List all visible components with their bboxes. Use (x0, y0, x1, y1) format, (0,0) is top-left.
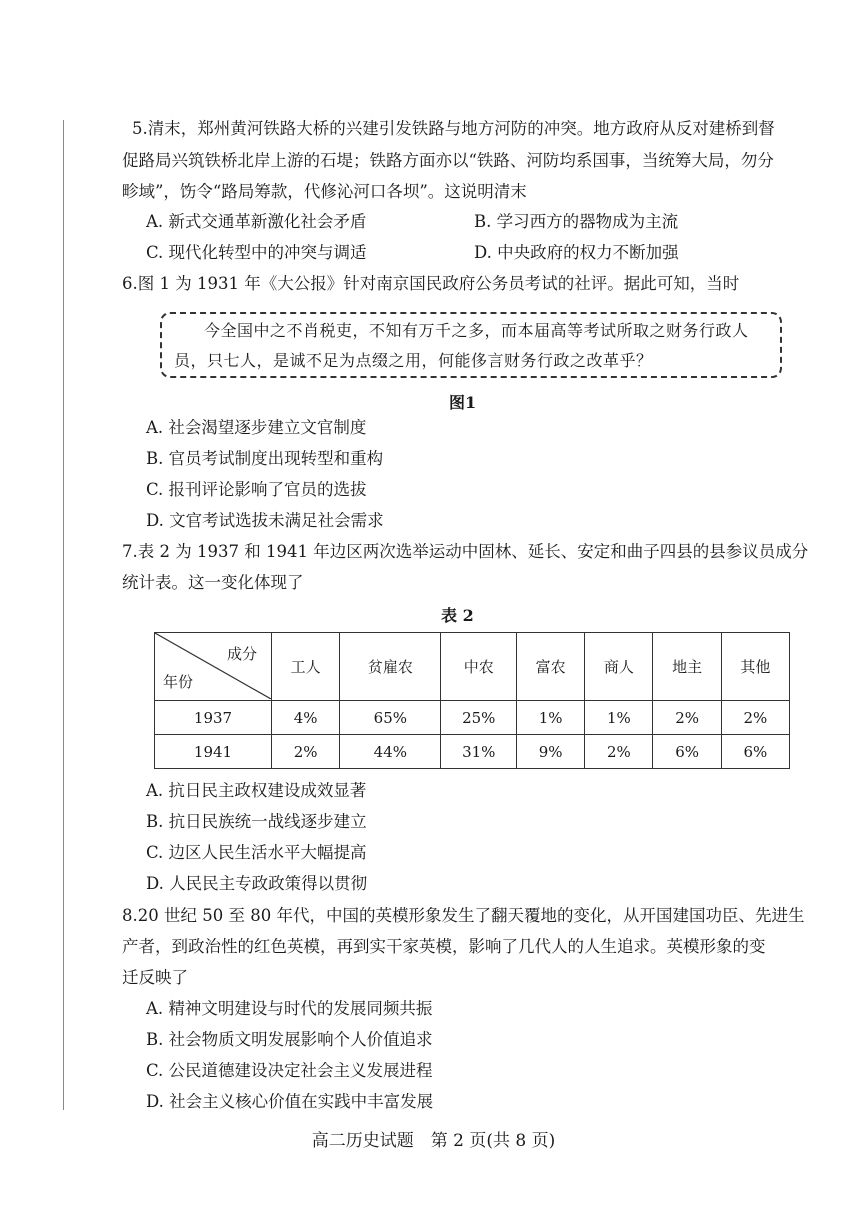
header-cell: 工人 (272, 633, 340, 701)
table-cell: 2% (653, 701, 721, 735)
q8-option-a[interactable]: A. 精神文明建设与时代的发展同频共振 (146, 999, 433, 1018)
q8-option-c[interactable]: C. 公民道德建设决定社会主义发展进程 (146, 1061, 433, 1080)
corner-label-composition: 成分 (226, 645, 257, 663)
table-cell: 1% (585, 701, 653, 735)
q6-option-b[interactable]: B. 官员考试制度出现转型和重构 (146, 449, 384, 468)
q5-stem-line-3: 畛域”，饬令“路局筹款，代修沁河口各坝”。这说明清末 (122, 182, 527, 201)
header-cell: 贫雇农 (340, 633, 441, 701)
q6-stem: 6.图 1 为 1931 年《大公报》针对南京国民政府公务员考试的社评。据此可知，当时 (122, 274, 740, 293)
q8-option-d[interactable]: D. 社会主义核心价值在实践中丰富发展 (146, 1092, 434, 1111)
q5-option-d[interactable]: D. 中央政府的权力不断加强 (474, 243, 679, 262)
q7-option-d[interactable]: D. 人民民主专政政策得以贯彻 (146, 874, 368, 893)
table-cell: 6% (721, 735, 789, 769)
header-cell: 中农 (441, 633, 517, 701)
q7-stem-line-1: 7.表 2 为 1937 和 1941 年边区两次选举运动中固林、延长、安定和曲子四县的县参议员成分 (122, 542, 809, 561)
q5-stem-line-1: 5.清末，郑州黄河铁路大桥的兴建引发铁路与地方河防的冲突。地方政府从反对建桥到督 (132, 119, 775, 138)
q6-option-d[interactable]: D. 文官考试选拔未满足社会需求 (146, 511, 384, 530)
table-cell: 2% (585, 735, 653, 769)
header-cell: 地主 (653, 633, 721, 701)
table-cell: 44% (340, 735, 441, 769)
q8-option-b[interactable]: B. 社会物质文明发展影响个人价值追求 (146, 1030, 433, 1049)
q7-option-b[interactable]: B. 抗日民族统一战线逐步建立 (146, 812, 367, 831)
table-cell: 2% (272, 735, 340, 769)
table-row (155, 701, 790, 735)
header-cell: 富农 (517, 633, 585, 701)
table-cell: 65% (340, 701, 441, 735)
header-cell: 其他 (721, 633, 789, 701)
figure-caption: 图1 (449, 393, 477, 412)
quote-line-1: 今全国中之不肖税吏，不知有万千之多，而本届高等考试所取之财务行政人 (204, 321, 749, 340)
quote-line-2: 员，只七人，是诚不足为点缀之用，何能侈言财务行政之改革乎？ (174, 351, 653, 370)
q7-option-a[interactable]: A. 抗日民主政权建设成效显著 (146, 781, 367, 800)
table-row (155, 735, 790, 769)
q6-option-a[interactable]: A. 社会渴望逐步建立文官制度 (146, 418, 367, 437)
q8-stem-line-1: 8.20 世纪 50 至 80 年代，中国的英模形象发生了翻天覆地的变化，从开国建国功臣、先进生 (122, 906, 805, 925)
table-corner-cell (155, 633, 272, 701)
binding-margin-line (63, 120, 64, 1110)
q7-option-c[interactable]: C. 边区人民生活水平大幅提高 (146, 843, 367, 862)
table-cell: 6% (653, 735, 721, 769)
table-cell: 31% (441, 735, 517, 769)
corner-label-year: 年份 (163, 673, 194, 691)
table-caption: 表 2 (441, 606, 474, 625)
q6-option-c[interactable]: C. 报刊评论影响了官员的选拔 (146, 480, 367, 499)
page-footer: 高二历史试题 第 2 页(共 8 页) (311, 1131, 556, 1151)
q5-option-c[interactable]: C. 现代化转型中的冲突与调适 (146, 243, 367, 262)
table-cell: 2% (721, 701, 789, 735)
q5-stem-line-2: 促路局兴筑铁桥北岸上游的石堤；铁路方面亦以“铁路、河防均系国事，当统筹大局，勿分 (122, 151, 774, 170)
table-cell: 4% (272, 701, 340, 735)
q5-option-a[interactable]: A. 新式交通革新激化社会矛盾 (146, 212, 367, 231)
table-cell: 25% (441, 701, 517, 735)
q5-option-b[interactable]: B. 学习西方的器物成为主流 (474, 212, 679, 231)
table-header-row (155, 633, 790, 701)
q7-stem-line-2: 统计表。这一变化体现了 (122, 573, 304, 592)
year-cell: 1941 (155, 735, 272, 769)
q8-stem-line-3: 迁反映了 (122, 968, 188, 987)
header-cell: 商人 (585, 633, 653, 701)
table-cell: 1% (517, 701, 585, 735)
year-cell: 1937 (155, 701, 272, 735)
table-cell: 9% (517, 735, 585, 769)
composition-table (154, 632, 790, 769)
q8-stem-line-2: 产者，到政治性的红色英模，再到实干家英模，影响了几代人的人生追求。英模形象的变 (122, 937, 766, 956)
